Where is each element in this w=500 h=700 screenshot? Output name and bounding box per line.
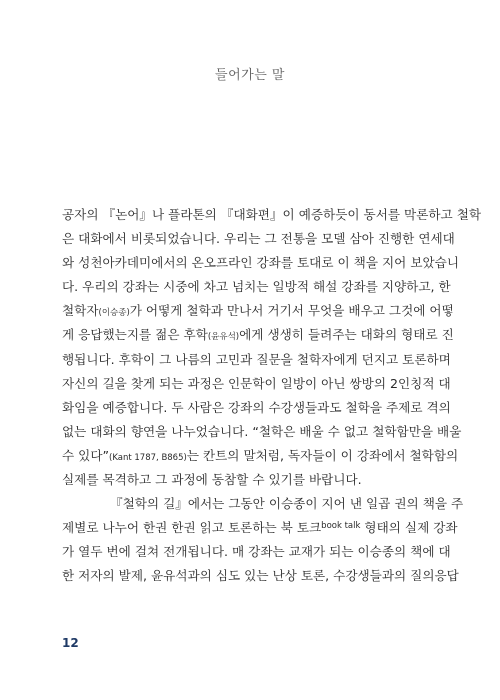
text-line: 은 대화에서 비롯되었습니다. 우리는 그 전통을 모델 삼아 진행한 연세대 (62, 231, 455, 247)
text-line (62, 323, 454, 347)
text-line: 화임을 예증합니다. 두 사람은 강좌의 수강생들과도 철학을 주제로 격의 (62, 399, 451, 415)
inline-annotation: (윤유석) (207, 332, 240, 343)
inline-annotation: (이승종) (98, 308, 130, 319)
text-line: 공자의 『논어』나 플라톤의 『대화편』이 예증하듯이 동서를 막론하고 철학 (62, 207, 482, 222)
text-segment: 제별로 나누어 한권 한권 읽고 토론하는 북 토크 (62, 520, 322, 536)
inline-annotation: (Kant 1787, B865) (109, 452, 187, 463)
text-line: 없는 대화의 향연을 나누었습니다. “철학은 배울 수 없고 철학함만을 배울 (62, 423, 462, 439)
text-segment: 게 응답했는지를 젊은 후학 (62, 327, 208, 343)
chapter-title: 들어가는 말 (215, 68, 285, 83)
body-text (62, 203, 482, 589)
text-segment: 철학자 (62, 303, 99, 319)
page-number: 12 (62, 636, 79, 650)
text-segment: 수 있다” (62, 447, 110, 463)
text-line: 가 열두 번에 걸쳐 전개됩니다. 매 강좌는 교재가 되는 이승종의 책에 대 (62, 544, 451, 560)
text-line: 한 저자의 발제, 윤유석과의 심도 있는 난상 토론, 수강생들과의 질의응답 (62, 568, 459, 584)
text-line: 다. 우리의 강좌는 시중에 차고 넘치는 일방적 해설 강좌를 지양하고, 한 (62, 279, 451, 295)
text-segment: 가 어떻게 철학과 만나서 거기서 무엇을 배우고 그것에 어떻 (129, 303, 454, 319)
text-line: 자신의 길을 찾게 되는 과정은 인문학이 일방이 아닌 쌍방의 2인칭적 대 (62, 375, 451, 391)
text-line (62, 444, 459, 468)
text-line: 행됩니다. 후학이 그 나름의 고민과 질문을 철학자에게 던지고 토론하며 (62, 351, 451, 367)
text-segment: 형태의 실제 강좌 (360, 520, 458, 536)
text-line: 『철학의 길』에서는 그동안 이승종이 지어 낸 일곱 권의 책을 주 (110, 496, 464, 512)
superscript-annotation: book talk (321, 521, 361, 532)
text-segment: 는 칸트의 말처럼, 독자들이 이 강좌에서 철학함의 (186, 447, 459, 463)
text-segment: 에게 생생히 들려주는 대화의 형태로 진 (239, 327, 454, 343)
text-line (62, 516, 458, 540)
text-line: 와 성천아카데미에서의 온오프라인 강좌를 토대로 이 책을 지어 보았습니 (62, 255, 459, 271)
text-line: 실제를 목격하고 그 과정에 동참할 수 있기를 바랍니다. (62, 472, 362, 488)
text-line (62, 299, 454, 323)
